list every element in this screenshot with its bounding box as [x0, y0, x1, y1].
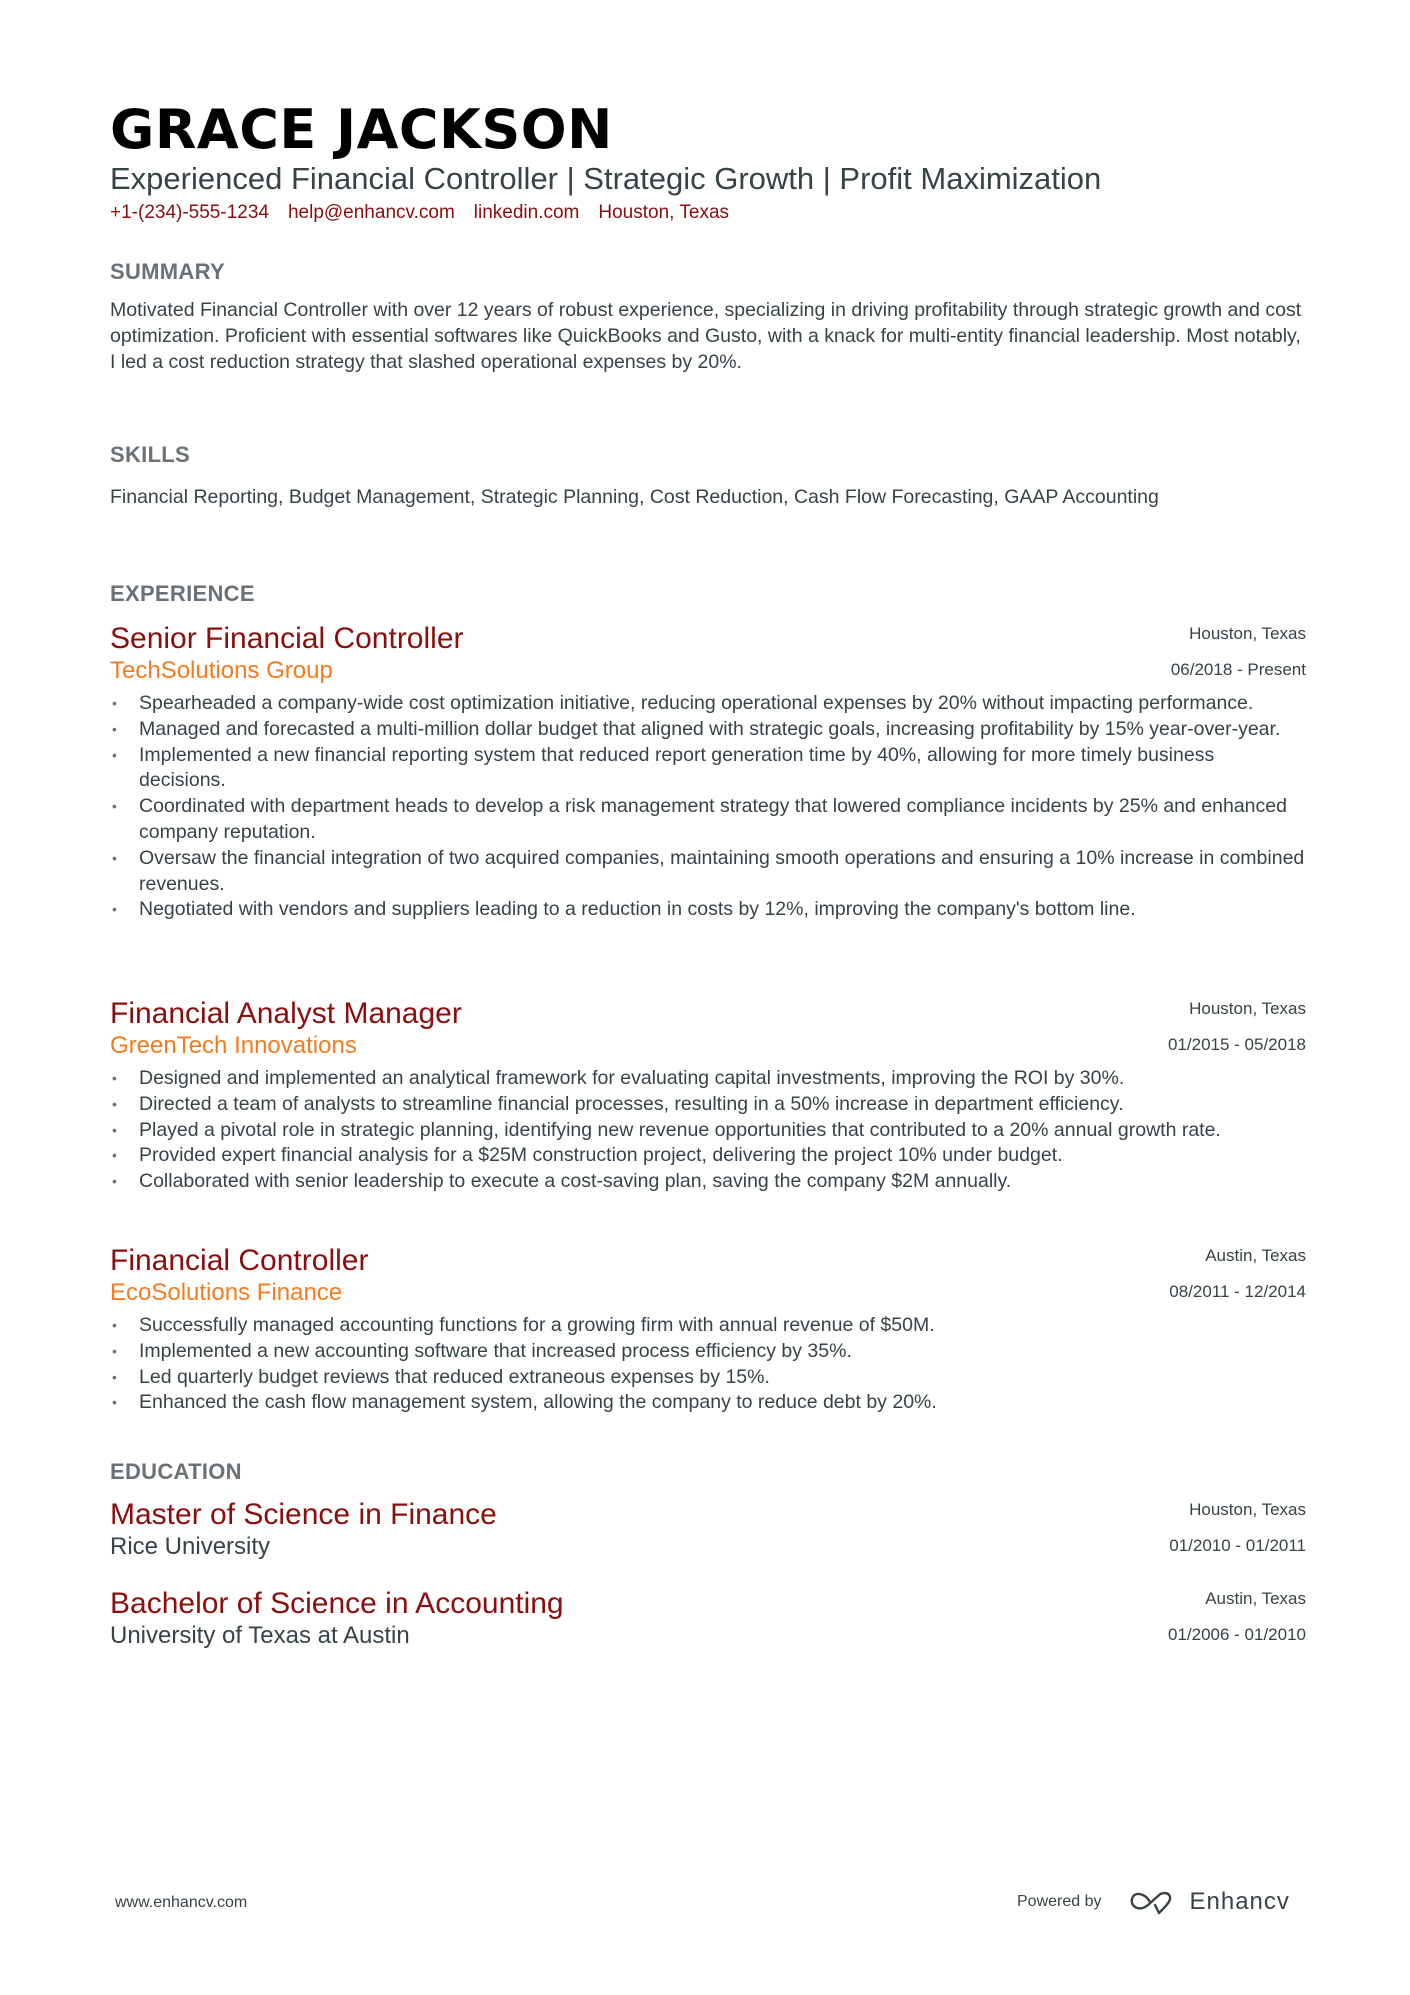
- skills-heading: SKILLS: [110, 442, 191, 467]
- job-dates: 06/2018 - Present: [1170, 660, 1306, 679]
- degree-title: Bachelor of Science in Accounting: [110, 1587, 564, 1620]
- bullet-dot-icon: •: [112, 1173, 117, 1190]
- job-dates: 08/2011 - 12/2014: [1169, 1282, 1306, 1301]
- bullet-item: [110, 794, 1306, 846]
- bullet-item: [110, 846, 1306, 898]
- education-dates: 01/2010 - 01/2011: [1169, 1536, 1306, 1555]
- school-location: Austin, Texas: [1205, 1589, 1306, 1608]
- bullet-item: [110, 1143, 1306, 1169]
- bullet-item: [110, 1390, 1306, 1416]
- job-title: Senior Financial Controller: [110, 622, 464, 655]
- school-location: Houston, Texas: [1189, 1500, 1306, 1519]
- enhancv-logo-icon: [1128, 1888, 1176, 1916]
- bullet-item: [110, 1365, 1306, 1391]
- school-name: Rice University: [110, 1533, 271, 1560]
- skills-text: Financial Reporting, Budget Management, Strategic Planning, Cost Reduction, Cash Flow Forecasting, GAAP Accounting: [110, 486, 1159, 508]
- school-name: University of Texas at Austin: [110, 1622, 410, 1649]
- job-location: Austin, Texas: [1205, 1246, 1306, 1265]
- experience-entry: [110, 622, 1306, 923]
- company-name: GreenTech Innovations: [110, 1032, 357, 1059]
- bullet-item: [110, 1313, 1306, 1339]
- bullet-text: Successfully managed accounting functions for a growing firm with annual revenue of $50M.: [139, 1314, 935, 1336]
- footer-website-link[interactable]: www.enhancv.com: [115, 1894, 248, 1911]
- bullet-item: [110, 743, 1306, 795]
- powered-by-enhancv[interactable]: [1017, 1884, 1290, 1920]
- bullet-dot-icon: •: [112, 1095, 117, 1112]
- bullet-text: Enhanced the cash flow management system, allowing the company to reduce debt by 20%.: [139, 1391, 937, 1414]
- job-title: Financial Controller: [110, 1244, 369, 1277]
- bullet-item: [110, 1092, 1306, 1118]
- bullet-text: Played a pivotal role in strategic planning, identifying new revenue opportunities that contributed to a 20% annual growth rate.: [139, 1118, 1221, 1141]
- bullet-dot-icon: •: [112, 798, 117, 815]
- bullet-text: Designed and implemented an analytical framework for evaluating capital investments, improving the ROI by 30%.: [139, 1067, 1125, 1089]
- bullet-dot-icon: •: [112, 720, 117, 737]
- summary-text: Motivated Financial Controller with over 12 years of robust experience, specializing in driving profitability through strategic growth and cost optimization. Proficient with essential softwares like QuickBooks and Gusto, with a knack for multi-entity financial leadership. Most notably, I led a cost reduction strategy that slashed operational expenses by 20%.: [110, 299, 1302, 373]
- phone-link[interactable]: +1-(234)-555-1234: [110, 202, 269, 223]
- bullet-dot-icon: •: [112, 1070, 117, 1086]
- job-bullets: [110, 1313, 1306, 1416]
- bullet-dot-icon: •: [112, 901, 117, 918]
- degree-title: Master of Science in Finance: [110, 1498, 497, 1531]
- bullet-dot-icon: •: [112, 849, 117, 866]
- bullet-text: Negotiated with vendors and suppliers leading to a reduction in costs by 12%, improving the company's bottom line.: [139, 898, 1136, 921]
- experience-entry: [110, 1244, 1306, 1416]
- company-name: EcoSolutions Finance: [110, 1279, 343, 1306]
- summary-heading: SUMMARY: [110, 259, 225, 284]
- bullet-text: Provided expert financial analysis for a $25M construction project, delivering the project 10% under budget.: [139, 1144, 1063, 1167]
- bullet-text: Implemented a new financial reporting system that reduced report generation time by 40%, allowing for more timely business decisions.: [139, 743, 1215, 792]
- enhancv-brand-text: Enhancv: [1189, 1888, 1290, 1915]
- bullet-text: Led quarterly budget reviews that reduced extraneous expenses by 15%.: [139, 1365, 770, 1388]
- job-location: Houston, Texas: [1189, 624, 1306, 643]
- bullet-text: Coordinated with department heads to develop a risk management strategy that lowered compliance incidents by 25% and enhanced company reputation.: [139, 795, 1287, 843]
- bullet-item: [110, 691, 1306, 717]
- education-heading: EDUCATION: [110, 1459, 242, 1484]
- bullet-item: [110, 1339, 1306, 1365]
- bullet-item: [110, 897, 1306, 923]
- bullet-text: Spearheaded a company-wide cost optimization initiative, reducing operational expenses by 20% without impacting performance.: [139, 692, 1254, 714]
- bullet-dot-icon: •: [112, 1317, 117, 1333]
- experience-entry: [110, 997, 1306, 1195]
- bullet-dot-icon: •: [112, 1342, 117, 1359]
- experience-heading: EXPERIENCE: [110, 581, 255, 606]
- education-dates: 01/2006 - 01/2010: [1167, 1625, 1306, 1644]
- bullet-item: [110, 717, 1306, 743]
- bullet-dot-icon: •: [112, 1368, 117, 1385]
- bullet-text: Managed and forecasted a multi-million dollar budget that aligned with strategic goals, increasing profitability by 15% year-over-year.: [139, 717, 1281, 740]
- job-title: Financial Analyst Manager: [110, 997, 462, 1030]
- job-bullets: [110, 1066, 1306, 1195]
- bullet-dot-icon: •: [112, 746, 117, 763]
- bullet-text: Oversaw the financial integration of two acquired companies, maintaining smooth operations and ensuring a 10% increase in combined revenues.: [139, 846, 1305, 895]
- bullet-text: Directed a team of analysts to streamline financial processes, resulting in a 50% increase in department efficiency.: [139, 1092, 1124, 1115]
- candidate-headline: Experienced Financial Controller | Strategic Growth | Profit Maximization: [110, 161, 1102, 196]
- job-bullets: [110, 691, 1306, 923]
- bullet-item: [110, 1169, 1306, 1195]
- candidate-name: GRACE JACKSON: [110, 98, 613, 161]
- email-link[interactable]: help@enhancv.com: [287, 202, 455, 223]
- company-name: TechSolutions Group: [110, 657, 333, 684]
- bullet-text: Implemented a new accounting software that increased process efficiency by 35%.: [139, 1339, 852, 1362]
- education-entry: [110, 1498, 1306, 1560]
- contact-info: [110, 201, 729, 225]
- bullet-dot-icon: •: [112, 1147, 117, 1164]
- job-location: Houston, Texas: [1189, 999, 1306, 1018]
- bullet-dot-icon: •: [112, 1121, 117, 1138]
- bullet-dot-icon: •: [112, 1394, 117, 1411]
- linkedin-link[interactable]: linkedin.com: [473, 202, 580, 223]
- powered-by-label: Powered by: [1017, 1893, 1102, 1910]
- bullet-dot-icon: •: [112, 695, 117, 711]
- education-entry: [110, 1587, 1306, 1649]
- bullet-text: Collaborated with senior leadership to execute a cost-saving plan, saving the company $2M annually.: [139, 1170, 1012, 1193]
- bullet-item: [110, 1118, 1306, 1144]
- job-dates: 01/2015 - 05/2018: [1167, 1035, 1306, 1054]
- bullet-item: [110, 1066, 1306, 1092]
- location-text: Houston, Texas: [598, 202, 730, 223]
